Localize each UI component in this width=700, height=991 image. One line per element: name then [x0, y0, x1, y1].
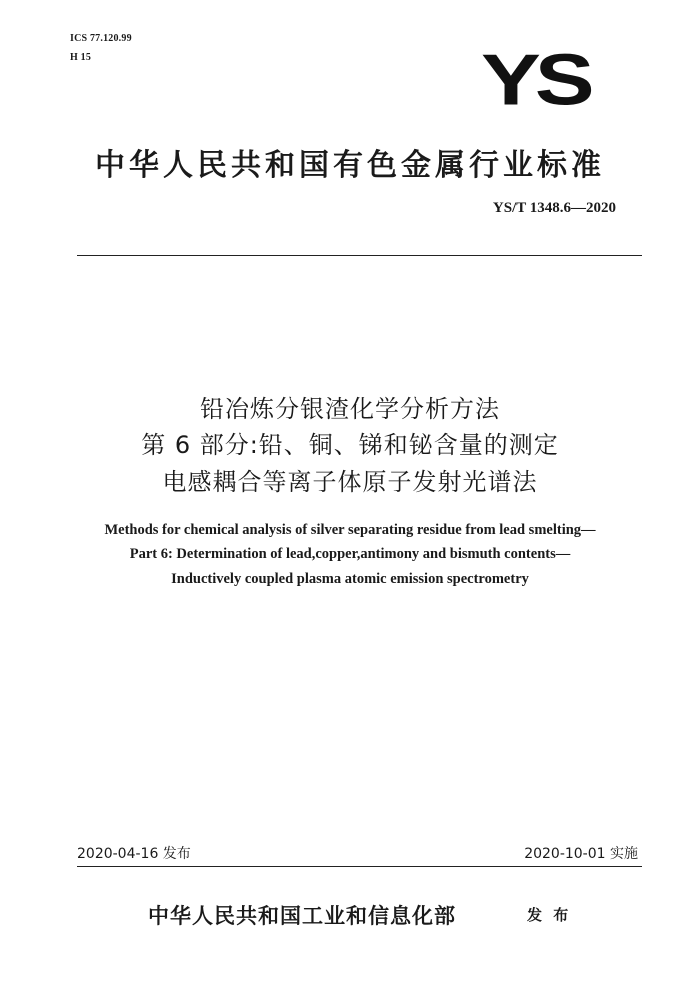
english-title-line-1: Methods for chemical analysis of silver separating residue from lead smelting—	[104, 522, 596, 538]
implementation-date: 2020-10-01 实施	[524, 846, 638, 862]
issue-date: 2020-04-16 发布	[77, 846, 191, 862]
industry-standard-title: 中华人民共和国有色金属行业标准	[95, 148, 605, 183]
chinese-title-line-3: 电感耦合等离子体原子发射光谱法	[162, 468, 538, 496]
ics-code: ICS 77.120.99	[70, 33, 132, 44]
english-title-line-2: Part 6: Determination of lead,copper,antimony and bismuth contents—	[129, 546, 571, 562]
footer-divider	[77, 866, 642, 867]
standard-number: YS/T 1348.6—2020	[492, 200, 616, 216]
issue-label: 发 布	[527, 906, 572, 924]
chinese-title-line-2: 第 6 部分:铅、铜、锑和铋含量的测定	[141, 431, 559, 459]
header-divider	[77, 255, 642, 256]
chinese-title-line-1: 铅冶炼分银渣化学分析方法	[200, 395, 500, 423]
issuing-authority: 中华人民共和国工业和信息化部	[148, 903, 456, 928]
english-title-line-3: Inductively coupled plasma atomic emission spectrometry	[171, 571, 529, 587]
classification-code: H 15	[70, 52, 92, 63]
ys-logo: YS	[481, 39, 589, 121]
